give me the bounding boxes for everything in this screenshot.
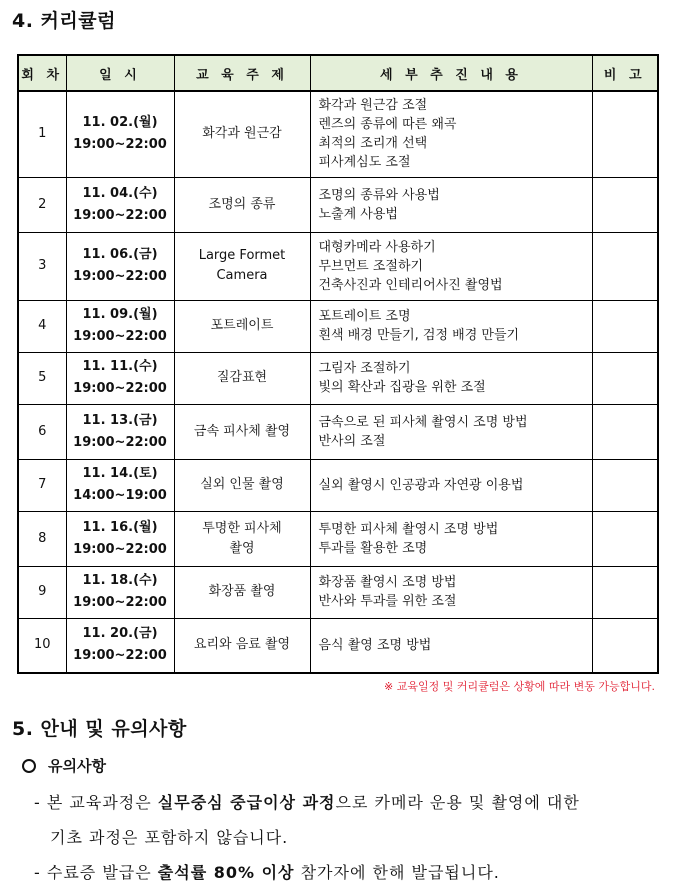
- details-cell: [310, 404, 592, 459]
- time-text: 19:00~22:00: [73, 329, 167, 344]
- header-details: 세 부 추 진 내 용: [310, 55, 592, 91]
- details-cell: [310, 232, 592, 300]
- detail-line: 빛의 확산과 집광을 위한 조절: [318, 380, 486, 395]
- topic-line: 화장품 촬영: [208, 584, 276, 599]
- datetime-cell: [66, 177, 174, 232]
- session-number-cell: 5: [18, 352, 66, 404]
- table-row: [18, 618, 658, 673]
- topic-line: 금속 피사체 촬영: [193, 423, 291, 439]
- detail-line: 무브먼트 조절하기: [318, 258, 424, 274]
- detail-line: 화각과 원근감 조절: [318, 98, 428, 114]
- section-5-title: 5. 안내 및 유의사항: [12, 718, 187, 740]
- topic-line: 요리와 음료 촬영: [193, 637, 291, 653]
- detail-line: 대형카메라 사용하기: [318, 239, 436, 255]
- date-text: 11. 02.(월): [82, 115, 158, 131]
- header-topic: 교 육 주 제: [174, 55, 310, 91]
- topic-cell: [174, 177, 310, 232]
- time-text: 14:00~19:00: [73, 488, 167, 503]
- topic-cell: [174, 566, 310, 618]
- remarks-cell: [592, 618, 658, 673]
- session-number-cell: 6: [18, 404, 66, 459]
- details-cell: [310, 566, 592, 618]
- detail-line: 피사계심도 조절: [318, 155, 411, 171]
- topic-line: 화각과 원근감: [202, 126, 282, 142]
- notice-paragraph-1-line2: 기초 과정은 포함하지 않습니다.: [50, 828, 289, 847]
- datetime-cell: [66, 566, 174, 618]
- table-row: [18, 352, 658, 404]
- table-footnote: ※ 교육일정 및 커리큘럼은 상황에 따라 변동 가능합니다.: [384, 680, 655, 693]
- datetime-cell: [66, 459, 174, 511]
- session-number-cell: 8: [18, 511, 66, 566]
- remarks-cell: [592, 352, 658, 404]
- session-number-cell: 1: [18, 91, 66, 177]
- para2-suffix: 참가자에 한해 발급됩니다.: [294, 863, 500, 882]
- section-4-title: 4. 커리큘럼: [12, 10, 116, 32]
- table-row: [18, 459, 658, 511]
- table-row: [18, 404, 658, 459]
- topic-cell: [174, 91, 310, 177]
- time-text: 19:00~22:00: [73, 541, 167, 557]
- detail-line: 조명의 종류와 사용법: [318, 187, 440, 203]
- detail-line: 그림자 조절하기: [318, 361, 411, 376]
- session-number-cell: 7: [18, 459, 66, 511]
- details-cell: [310, 511, 592, 566]
- details-cell: [310, 352, 592, 404]
- remarks-cell: [592, 300, 658, 352]
- session-number-cell: 2: [18, 177, 66, 232]
- remarks-cell: [592, 404, 658, 459]
- datetime-cell: [66, 511, 174, 566]
- topic-line: 조명의 종류: [208, 196, 276, 212]
- datetime-cell: [66, 232, 174, 300]
- datetime-cell: [66, 618, 174, 673]
- time-text: 19:00~22:00: [73, 137, 167, 153]
- time-text: 19:00~22:00: [73, 648, 167, 664]
- details-cell: [310, 177, 592, 232]
- para1-prefix: - 본 교육과정은: [34, 793, 158, 812]
- topic-line: 질감표현: [216, 370, 268, 385]
- time-text: 19:00~22:00: [73, 595, 167, 610]
- date-text: 11. 14.(토): [82, 466, 158, 481]
- datetime-cell: [66, 352, 174, 404]
- session-number-cell: 10: [18, 618, 66, 673]
- header-datetime: 일 시: [66, 55, 174, 91]
- para2-prefix: - 수료증 발급은: [34, 863, 158, 882]
- topic-cell: [174, 459, 310, 511]
- session-number-cell: 3: [18, 232, 66, 300]
- date-text: 11. 13.(금): [82, 412, 158, 428]
- topic-line: 포트레이트: [210, 318, 274, 333]
- para1-mid: 으로 카메라 운용 및 촬영에 대한: [335, 793, 580, 812]
- remarks-cell: [592, 566, 658, 618]
- topic-cell: [174, 404, 310, 459]
- date-text: 11. 20.(금): [82, 626, 158, 642]
- topic-line: 실외 인물 촬영: [200, 477, 284, 492]
- topic-cell: [174, 300, 310, 352]
- topic-line: 투명한 피사체: [202, 520, 282, 536]
- table-row: [18, 177, 658, 232]
- session-number-cell: 9: [18, 566, 66, 618]
- detail-line: 건축사진과 인테리어사진 촬영법: [318, 277, 503, 293]
- datetime-cell: [66, 300, 174, 352]
- notice-paragraph-2: [34, 860, 500, 883]
- time-text: 19:00~22:00: [73, 207, 167, 223]
- circle-bullet-icon: [22, 759, 36, 773]
- date-text: 11. 04.(수): [82, 185, 158, 201]
- topic-cell: [174, 618, 310, 673]
- topic-cell: [174, 232, 310, 300]
- topic-cell: [174, 511, 310, 566]
- topic-line: 촬영: [229, 540, 255, 556]
- detail-line: 포트레이트 조명: [318, 309, 411, 324]
- date-text: 11. 11.(수): [82, 359, 158, 374]
- table-row: [18, 566, 658, 618]
- date-text: 11. 06.(금): [82, 247, 158, 262]
- notice-subheading-text: 유의사항: [48, 757, 106, 775]
- remarks-cell: [592, 91, 658, 177]
- remarks-cell: [592, 511, 658, 566]
- table-row: [18, 511, 658, 566]
- curriculum-table: [17, 54, 659, 674]
- details-cell: [310, 459, 592, 511]
- detail-line: 금속으로 된 피사체 촬영시 조명 방법: [318, 414, 528, 430]
- detail-line: 투명한 피사체 촬영시 조명 방법: [318, 521, 499, 537]
- session-number-cell: 4: [18, 300, 66, 352]
- table-header-row: [18, 55, 658, 91]
- topic-cell: [174, 352, 310, 404]
- detail-line: 최적의 조리개 선택: [318, 136, 428, 152]
- notice-paragraph-1: [34, 790, 580, 813]
- date-text: 11. 16.(월): [82, 519, 158, 535]
- date-text: 11. 09.(월): [82, 307, 158, 322]
- time-text: 19:00~22:00: [73, 381, 167, 396]
- details-cell: [310, 300, 592, 352]
- topic-line: Camera: [216, 268, 268, 283]
- header-remarks: 비 고: [592, 55, 658, 91]
- remarks-cell: [592, 232, 658, 300]
- detail-line: 반사의 조절: [318, 433, 386, 449]
- time-text: 19:00~22:00: [73, 434, 167, 450]
- detail-line: 렌즈의 종류에 따른 왜곡: [318, 117, 457, 133]
- table-row: [18, 232, 658, 300]
- details-cell: [310, 618, 592, 673]
- detail-line: 노출계 사용법: [318, 206, 398, 222]
- remarks-cell: [592, 177, 658, 232]
- remarks-cell: [592, 459, 658, 511]
- details-cell: [310, 91, 592, 177]
- datetime-cell: [66, 91, 174, 177]
- datetime-cell: [66, 404, 174, 459]
- detail-line: 투과를 활용한 조명: [318, 540, 428, 556]
- header-session: 회 차: [18, 55, 66, 91]
- para2-bold: 출석률 80% 이상: [157, 863, 295, 882]
- detail-line: 흰색 배경 만들기, 검정 배경 만들기: [318, 328, 520, 343]
- date-text: 11. 18.(수): [82, 573, 158, 588]
- para1-bold: 실무중심 중급이상 과정: [157, 793, 336, 812]
- table-row: [18, 91, 658, 177]
- detail-line: 음식 촬영 조명 방법: [318, 637, 432, 653]
- detail-line: 실외 촬영시 인공광과 자연광 이용법: [318, 477, 524, 493]
- detail-line: 화장품 촬영시 조명 방법: [318, 575, 457, 590]
- topic-line: Large Formet: [198, 248, 286, 263]
- notice-subheading: [22, 755, 106, 776]
- time-text: 19:00~22:00: [73, 269, 167, 284]
- table-row: [18, 300, 658, 352]
- detail-line: 반사와 투과를 위한 조절: [318, 594, 457, 609]
